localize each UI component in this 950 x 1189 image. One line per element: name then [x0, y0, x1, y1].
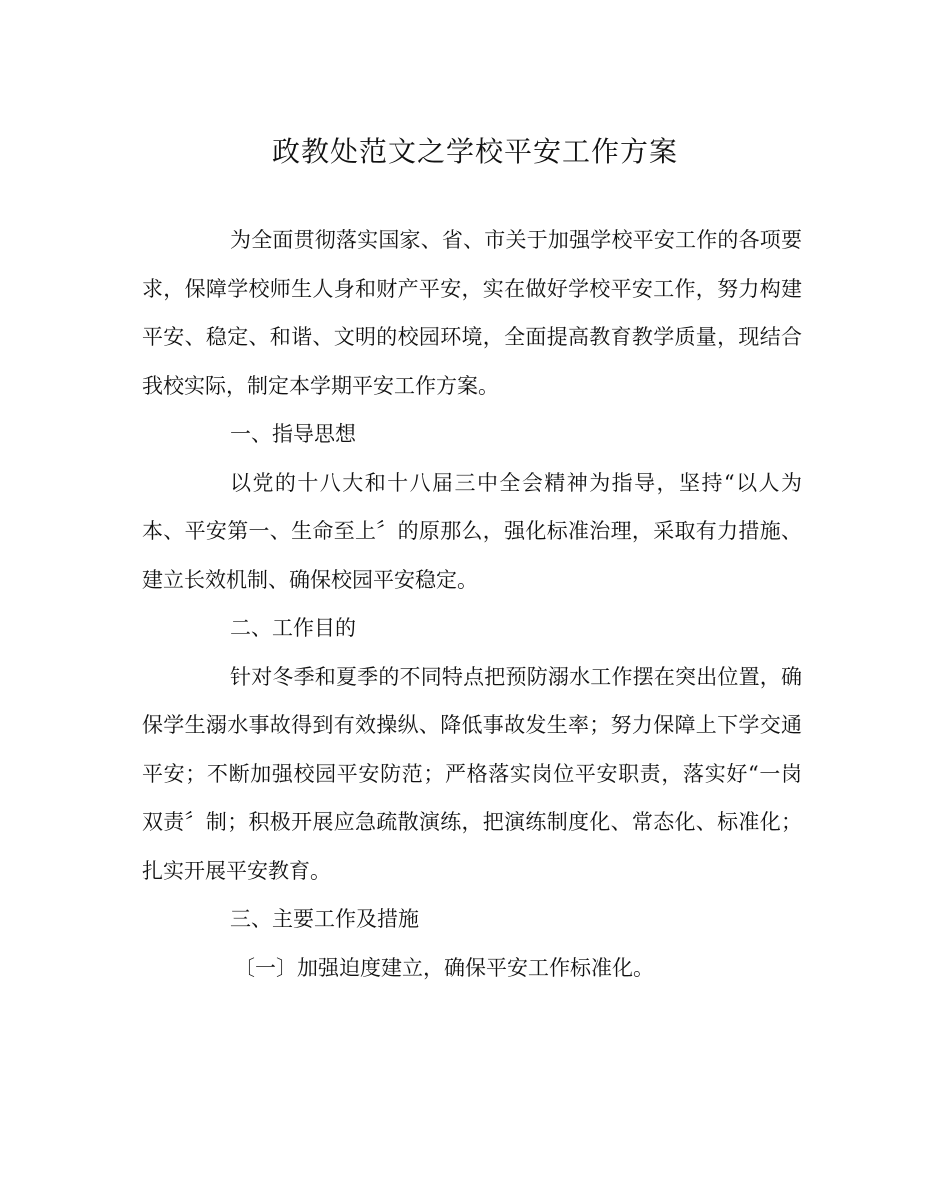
document-title: 政教处范文之学校平安工作方案 [271, 135, 678, 168]
section-heading-work-goals: 二、工作目的 [230, 616, 356, 640]
section-heading-main-work: 三、主要工作及措施 [230, 907, 419, 931]
document-body [142, 216, 802, 992]
intro-paragraph: 为全面贯彻落实国家、省、市关于加强学校平安工作的各项要求，保障学校师生人身和财产平安，实在做好学校平安工作，努力构建平安、稳定、和谐、文明的校园环境，全面提高教育教学质量，现结合我校实际，制定本学期平安工作方案。 [142, 228, 802, 398]
section-heading-guiding-ideology: 一、指导思想 [230, 422, 356, 446]
guiding-ideology-paragraph: 以党的十八大和十八届三中全会精神为指导，坚持“以人为本、平安第一、生命至上〞的原那么，强化标准治理，采取有力措施、建立长效机制、确保校园平安稳定。 [142, 470, 802, 592]
work-goals-paragraph: 针对冬季和夏季的不同特点把预防溺水工作摆在突出位置，确保学生溺水事故得到有效操纵、降低事故发生率；努力保障上下学交通平安；不断加强校园平安防范；严格落实岗位平安职责，落实好“一岗双责〞制；积极开展应急疏散演练，把演练制度化、常态化、标准化；扎实开展平安教育。 [142, 664, 802, 883]
subsection-heading-1: 〔一〕加强迫度建立，确保平安工作标准化。 [234, 955, 654, 980]
